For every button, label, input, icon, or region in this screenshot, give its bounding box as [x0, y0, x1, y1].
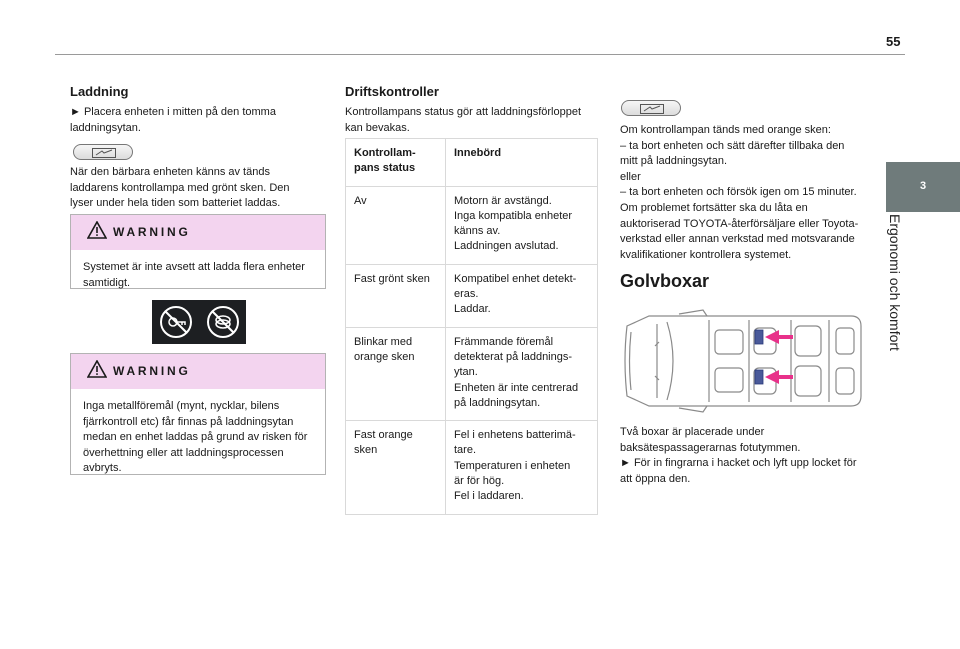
text-line: Om problemet fortsätter ska du låta en	[620, 201, 808, 214]
cell-line: Temperaturen i enheten	[454, 459, 571, 472]
cell-line: Kompatibel enhet detekt-	[454, 272, 577, 285]
cell-line: på laddningsytan.	[454, 396, 541, 409]
cell-line: Laddningen avslutad.	[454, 240, 559, 253]
text-line: verkstad eller annan verkstad med motsvarande	[620, 233, 855, 246]
chapter-tab[interactable]	[886, 162, 960, 212]
text-line: kvalifikationer kontrollera systemet.	[620, 248, 792, 261]
chapter-number: 3	[919, 180, 927, 192]
meaning-cell	[446, 421, 598, 514]
warning-text	[71, 250, 325, 291]
chapter-label: Ergonomi och komfort	[887, 214, 903, 351]
warning-header	[71, 354, 325, 389]
floor-box-instructions	[620, 425, 890, 487]
table-header-row	[346, 139, 598, 187]
section-heading-laddning: Laddning	[70, 84, 129, 99]
text-line: – ta bort enheten och försök igen om 15 minuter.	[620, 186, 857, 199]
cell-line: Fast orange	[354, 429, 413, 442]
charging-indicator-icon	[73, 144, 133, 160]
text-line: fjärrkontroll etc) får finnas på laddningsytan	[83, 415, 294, 428]
table-row	[346, 264, 598, 327]
page-number: 55	[886, 34, 901, 49]
text-line: överhettning eller att laddningsprocessen	[83, 446, 284, 459]
text-line: avbryts.	[83, 462, 122, 475]
warning-text	[71, 389, 325, 477]
text-line: mitt på laddningsytan.	[620, 155, 728, 168]
cell-line: tare.	[454, 444, 477, 457]
cell-line: Blinkar med	[354, 335, 413, 348]
table-row	[346, 186, 598, 264]
status-table	[345, 138, 598, 515]
cell-line: Fel i laddaren.	[454, 490, 524, 503]
status-cell	[346, 327, 446, 420]
header-line: Innebörd	[454, 147, 502, 159]
text-line: ► För in fingrarna i hacket och lyft upp locket för	[620, 457, 857, 470]
cell-line: detekterat på laddnings-	[454, 350, 573, 363]
cell-line: orange sken	[354, 350, 415, 363]
column-header-status	[346, 139, 446, 187]
text-line: ► Placera enheten i mitten på den tomma	[70, 106, 276, 118]
car-top-view-icon	[619, 306, 863, 416]
text-line: kan bevakas.	[345, 121, 410, 134]
warning-header	[71, 215, 325, 250]
orange-light-instructions	[620, 123, 882, 263]
no-coins-icon	[208, 307, 238, 337]
text-line: samtidigt.	[83, 276, 131, 289]
header-line: pans status	[354, 162, 416, 175]
charging-indicator-icon	[621, 100, 681, 116]
header-divider	[55, 54, 905, 55]
status-cell	[346, 421, 446, 514]
text-line: eller	[620, 170, 641, 183]
text-line: auktoriserad TOYOTA-återförsäljare eller Toyota-	[620, 217, 859, 230]
text-line: baksätespassagerarnas fotutymmen.	[620, 441, 801, 454]
step-place-device	[70, 105, 340, 136]
text-line: – ta bort enheten och sätt därefter tillbaka den	[620, 139, 845, 152]
no-keys-icon	[152, 300, 246, 344]
cell-line: Enheten är inte centrerad	[454, 381, 579, 394]
text-line: Systemet är inte avsett att ladda flera enheter	[83, 261, 305, 273]
cell-line: sken	[354, 444, 378, 457]
cell-line: Motorn är avstängd.	[454, 194, 552, 207]
meaning-cell	[446, 186, 598, 264]
section-heading-driftskontroller: Driftskontroller	[345, 84, 439, 99]
table-row	[346, 421, 598, 514]
text-line: laddarens kontrollampa med grönt sken. Den	[70, 181, 290, 194]
text-line: Om kontrollampan tänds med orange sken:	[620, 124, 831, 136]
warning-triangle-icon	[87, 360, 107, 378]
cell-line: Av	[354, 194, 367, 207]
text-line: Två boxar är placerade under	[620, 426, 765, 438]
text-line: lyser under hela tiden som batteriet laddas.	[70, 197, 281, 210]
cell-line: eras.	[454, 288, 479, 301]
cell-line: Inga kompatibla enheter	[454, 209, 573, 222]
text-line: Kontrollampans status gör att laddningsförloppet	[345, 106, 582, 118]
header-line: Kontrollam-	[354, 147, 416, 159]
section-heading-golvboxar: Golvboxar	[620, 271, 710, 291]
meaning-cell	[446, 264, 598, 327]
warning-box-metal-objects	[70, 353, 326, 475]
text-line: När den bärbara enheten känns av tänds	[70, 166, 270, 178]
status-intro	[345, 105, 615, 136]
prohibited-objects-image	[152, 300, 246, 344]
cell-line: känns av.	[454, 225, 501, 238]
cell-line: Fel i enhetens batterimä-	[454, 429, 576, 442]
status-cell	[346, 264, 446, 327]
cell-line: ytan.	[454, 366, 478, 379]
charging-description	[70, 165, 340, 212]
warning-title: WARNING	[113, 364, 191, 378]
warning-box-single-device	[70, 214, 326, 289]
meaning-cell	[446, 327, 598, 420]
text-line: laddningsytan.	[70, 121, 141, 134]
text-line: medan en enhet laddas på grund av risken för	[83, 431, 308, 444]
column-header-meaning	[446, 139, 598, 187]
cell-line: Fast grönt sken	[354, 272, 430, 285]
cell-line: Laddar.	[454, 303, 491, 316]
text-line: att öppna den.	[620, 472, 691, 485]
cell-line: Främmande föremål	[454, 335, 554, 348]
status-cell	[346, 186, 446, 264]
table-row	[346, 327, 598, 420]
text-line: Inga metallföremål (mynt, nycklar, bilens	[83, 400, 280, 412]
warning-triangle-icon	[87, 221, 107, 239]
warning-title: WARNING	[113, 225, 191, 239]
cell-line: är för hög.	[454, 475, 505, 488]
